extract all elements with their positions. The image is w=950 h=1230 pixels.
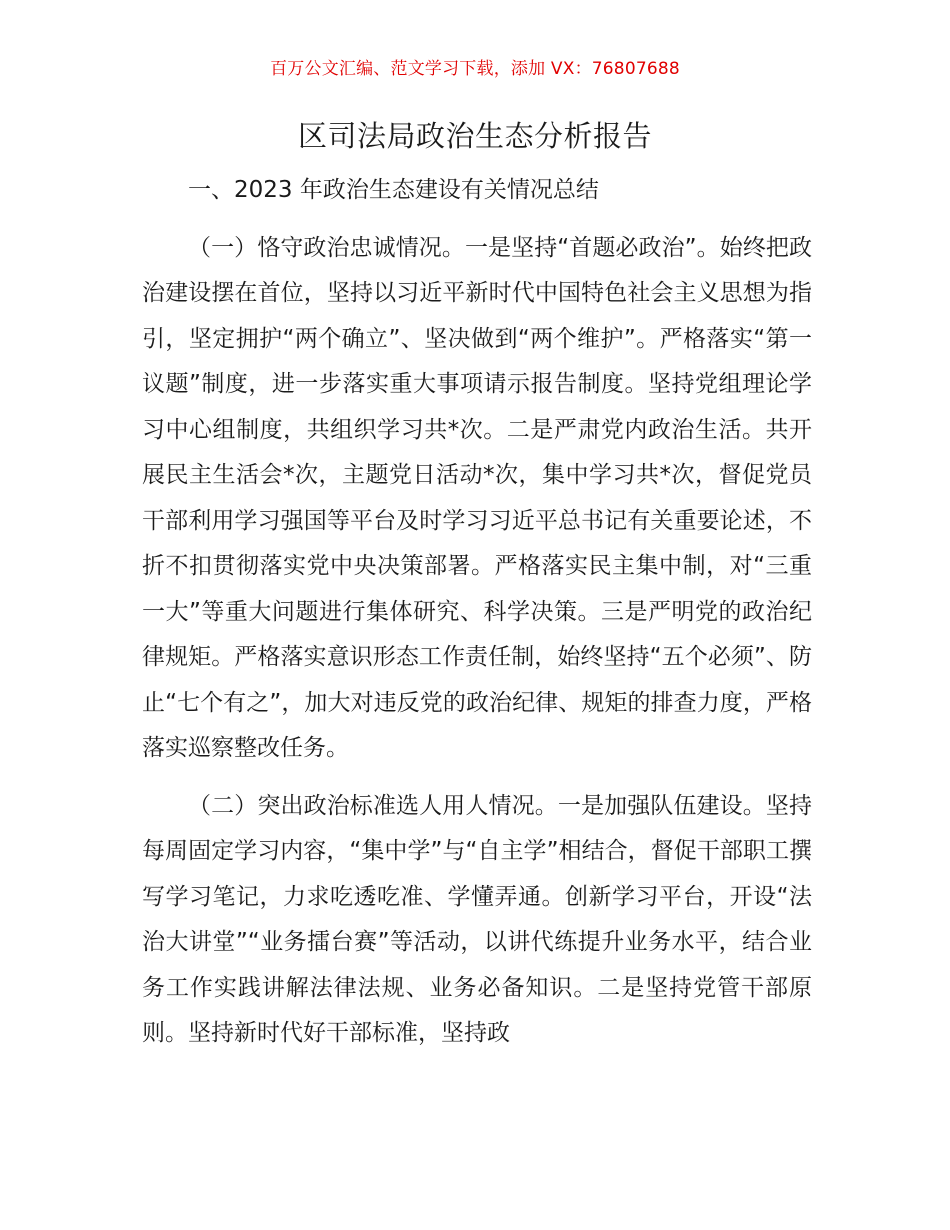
document-title: 区司法局政治生态分析报告 (297, 119, 652, 153)
paragraph-2: （二）突出政治标准选人用人情况。一是加强队伍建设。坚持每周固定学习内容，“集中学”与“自主学”相结合，督促干部职工撰写学习笔记，力求吃透吃准、学懂弄通。创新学习平台，开设“法治大讲堂”“业务擂台赛”等活动，以讲代练提升业务水平，结合业务工作实践讲解法律法规、业务必备知识。二是坚持党管干部原则。坚持新时代好干部标准，坚持政 (142, 792, 812, 1046)
section-heading: 一、2023 年政治生态建设有关情况总结 (188, 177, 599, 203)
document-body (142, 168, 812, 1069)
paragraph-1: （一）恪守政治忠诚情况。一是坚持“首题必政治”。始终把政治建设摆在首位，坚持以习近平新时代中国特色社会主义思想为指引，坚定拥护“两个确立”、坚决做到“两个维护”。严格落实“第一议题”制度，进一步落实重大事项请示报告制度。坚持党组理论学习中心组制度，共组织学习共*次。二是严肃党内政治生活。共开展民主生活会*次，主题党日活动*次，集中学习共*次，督促党员干部利用学习强国等平台及时学习习近平总书记有关重要论述，不折不扣贯彻落实党中央决策部署。严格落实民主集中制，对“三重一大”等重大问题进行集体研究、科学决策。三是严明党的政治纪律规矩。严格落实意识形态工作责任制，始终坚持“五个必须”、防止“七个有之”，加大对违反党的政治纪律、规矩的排查力度，严格落实巡察整改任务。 (142, 234, 812, 761)
watermark-header: 百万公文汇编、范文学习下载，添加 VX：76807688 (270, 59, 680, 79)
